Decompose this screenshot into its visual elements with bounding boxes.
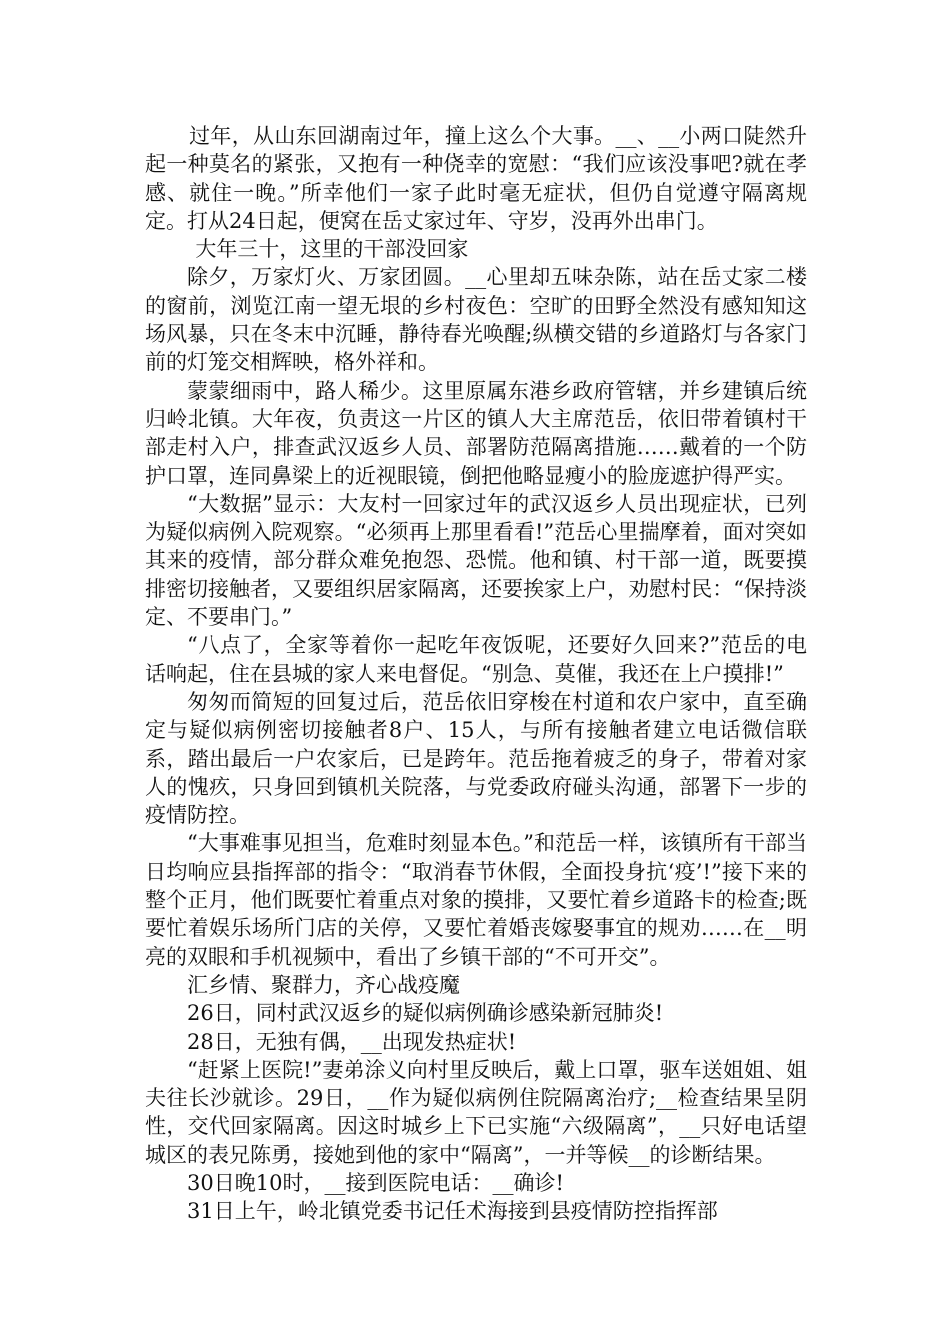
paragraph: 26日，同村武汉返乡的疑似病例确诊感染新冠肺炎! xyxy=(187,1001,664,1026)
paragraph: “赶紧上医院!”妻弟涂义向村里反映后，戴上口罩，驱车送姐姐、姐夫往长沙就诊。29日，__作为疑似病例住院隔离治疗;__检查结果呈阴性，交代回家隔离。因这时城乡上下已实施“六级隔离”，__只好电话望城区的表兄陈勇，接她到他的家中“隔离”，一并等候__的诊断结果。 xyxy=(145,1057,807,1167)
paragraph: 蒙蒙细雨中，路人稀少。这里原属东港乡政府管辖，并乡建镇后统归岭北镇。大年夜，负责这一片区的镇人大主席范岳，依旧带着镇村干部走村入户，排查武汉返乡人员、部署防范隔离措施……戴着的一个防护口罩，连同鼻梁上的近视眼镜，倒把他略显瘦小的脸庞遮护得严实。 xyxy=(145,378,807,488)
paragraph: “八点了，全家等着你一起吃年夜饭呢，还要好久回来?”范岳的电话响起，住在县城的家人来电督促。“别急、莫催，我还在上户摸排!” xyxy=(145,633,807,686)
section-heading: 汇乡情、聚群力，齐心战疫魔 xyxy=(187,972,460,997)
paragraph: 过年，从山东回湖南过年，撞上这么个大事。__、__小两口陡然升起一种莫名的紧张，又抱有一种侥幸的宽慰：“我们应该没事吧?就在孝感、就住一晚。”所幸他们一家子此时毫无症状，但仍自觉遵守隔离规定。打从24日起，便窝在岳丈家过年、守岁，没再外出串门。 xyxy=(145,124,807,233)
paragraph: “大事难事见担当，危难时刻显本色。”和范岳一样，该镇所有干部当日均响应县指挥部的指令：“取消春节休假，全面投身抗‘疫’!”接下来的整个正月，他们既要忙着重点对象的摸排，又要忙着乡道路卡的检查;既要忙着娱乐场所门店的关停，又要忙着婚丧嫁娶事宜的规劝……在__明亮的双眼和手机视频中，看出了乡镇干部的“不可开交”。 xyxy=(145,831,807,969)
section-heading: 大年三十，这里的干部没回家 xyxy=(195,237,469,262)
paragraph: 28日，无独有偶，__出现发热症状! xyxy=(187,1029,517,1054)
paragraph: 除夕，万家灯火、万家团圆。__心里却五味杂陈，站在岳丈家二楼的窗前，浏览江南一望无垠的乡村夜色：空旷的田野全然没有感知知这场风暴，只在冬末中沉睡，静待春光唤醒;纵横交错的乡道路灯与各家门前的灯笼交相辉映，格外祥和。 xyxy=(145,265,807,375)
paragraph: 30日晚10时，__接到医院电话：__确诊! xyxy=(187,1170,564,1195)
paragraph: 匆匆而简短的回复过后，范岳依旧穿梭在村道和农户家中，直至确定与疑似病例密切接触者8户、15人，与所有接触者建立电话微信联系，踏出最后一户农家后，已是跨年。范岳拖着疲乏的身子，带着对家人的愧疚，只身回到镇机关院落，与党委政府碰头沟通，部署下一步的疫情防控。 xyxy=(145,689,807,828)
paragraph: 31日上午，岭北镇党委书记任术海接到县疫情防控指挥部 xyxy=(187,1199,718,1224)
document-body xyxy=(145,122,807,1226)
paragraph: “大数据”显示：大友村一回家过年的武汉返乡人员出现症状，已列为疑似病例入院观察。“必须再上那里看看!”范岳心里揣摩着，面对突如其来的疫情，部分群众难免抱怨、恐慌。他和镇、村干部一道，既要摸排密切接触者，又要组织居家隔离，还要挨家上户，劝慰村民：“保持淡定、不要串门。” xyxy=(145,491,807,630)
